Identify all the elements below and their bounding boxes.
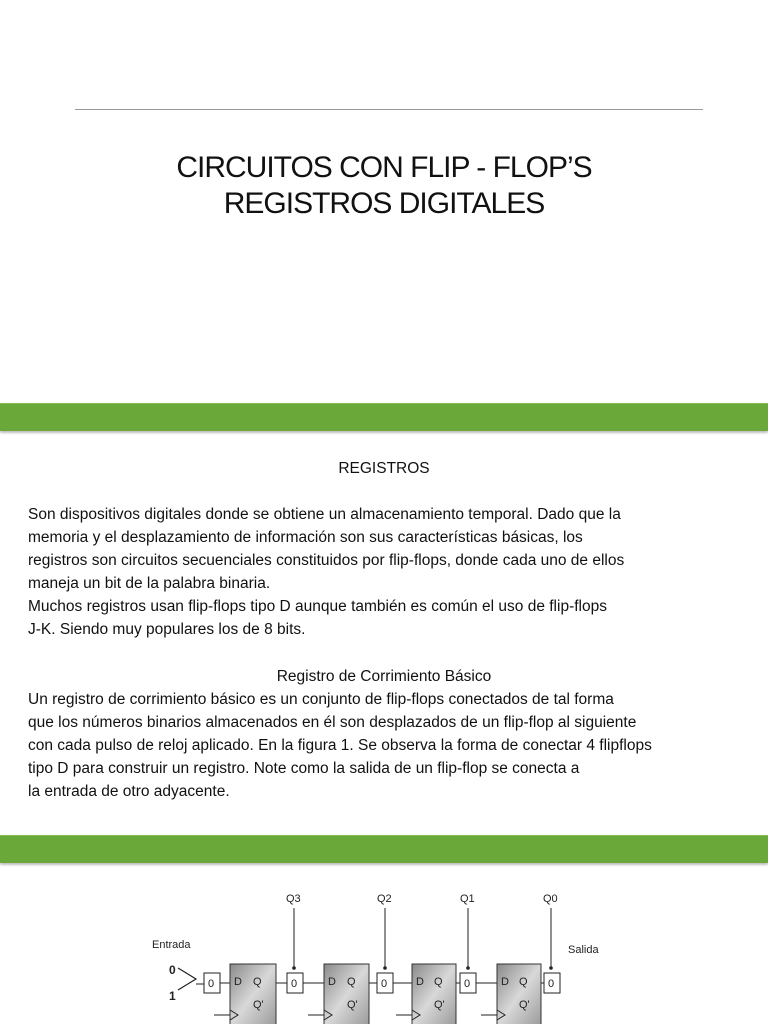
flip-flop-4 bbox=[481, 964, 541, 1024]
flip-flop-3 bbox=[396, 964, 456, 1024]
junction-dot bbox=[549, 966, 553, 970]
bit-value: 0 bbox=[548, 978, 555, 990]
bit-value: 0 bbox=[208, 978, 215, 990]
ff-pin-q: Q bbox=[434, 976, 443, 988]
paragraph-registros bbox=[28, 503, 740, 641]
junction-dot bbox=[292, 966, 296, 970]
slide-title bbox=[0, 150, 768, 222]
paragraph-line: que los números binarios almacenados en él son desplazados de un flip-flop al siguiente bbox=[28, 714, 637, 731]
bit-value: 0 bbox=[464, 978, 471, 990]
paragraph-line: memoria y el desplazamiento de información son sus características básicas, los bbox=[28, 529, 583, 546]
ff-pin-q: Q bbox=[347, 976, 356, 988]
ff-pin-d: D bbox=[416, 976, 424, 988]
title-line-1: CIRCUITOS CON FLIP - FLOP’S bbox=[176, 151, 592, 184]
ff-pin-d: D bbox=[501, 976, 509, 988]
slide-divider-band bbox=[0, 403, 768, 431]
output-q2-label: Q2 bbox=[377, 893, 392, 905]
ff-pin-qn: Q' bbox=[434, 999, 445, 1011]
paragraph-line: Son dispositivos digitales donde se obtiene un almacenamiento temporal. Dado que la bbox=[28, 506, 621, 523]
input-value-1: 1 bbox=[169, 989, 176, 1003]
subheading: Registro de Corrimiento Básico bbox=[276, 668, 492, 685]
paragraph-line: registros son circuitos secuenciales constituidos por flip-flops, donde cada uno de ellos bbox=[28, 552, 625, 569]
junction-dot bbox=[383, 966, 387, 970]
ff-pin-qn: Q' bbox=[253, 999, 264, 1011]
title-line-2: REGISTROS DIGITALES bbox=[223, 187, 545, 220]
ff-pin-q: Q bbox=[253, 976, 262, 988]
paragraph-line: Un registro de corrimiento básico es un conjunto de flip-flops conectados de tal forma bbox=[28, 691, 614, 708]
ff-pin-qn: Q' bbox=[347, 999, 358, 1011]
output-q1-label: Q1 bbox=[460, 893, 475, 905]
output-label: Salida bbox=[568, 944, 599, 956]
input-label: Entrada bbox=[152, 939, 191, 951]
title-rule bbox=[75, 109, 703, 110]
output-q0-label: Q0 bbox=[543, 893, 558, 905]
paragraph-line: J-K. Siendo muy populares los de 8 bits. bbox=[28, 621, 306, 638]
ff-pin-q: Q bbox=[519, 976, 528, 988]
ff-pin-d: D bbox=[234, 976, 242, 988]
paragraph-line: maneja un bit de la palabra binaria. bbox=[28, 575, 271, 592]
output-q3-label: Q3 bbox=[286, 893, 301, 905]
input-arrow-icon bbox=[178, 968, 196, 990]
flip-flop-1 bbox=[214, 964, 276, 1024]
ff-pin-qn: Q' bbox=[519, 999, 530, 1011]
paragraph-line: la entrada de otro adyacente. bbox=[28, 783, 230, 800]
flip-flop-2 bbox=[308, 964, 369, 1024]
paragraph-line: Muchos registros usan flip-flops tipo D aunque también es común el uso de flip-flops bbox=[28, 598, 607, 615]
paragraph-line: con cada pulso de reloj aplicado. En la figura 1. Se observa la forma de conectar 4 flipflops bbox=[28, 737, 652, 754]
paragraph-corrimiento bbox=[28, 688, 740, 803]
junction-dot bbox=[466, 966, 470, 970]
bit-value: 0 bbox=[381, 978, 388, 990]
shift-register-diagram bbox=[140, 882, 620, 1024]
paragraph-line: tipo D para construir un registro. Note como la salida de un flip-flop se conecta a bbox=[28, 760, 580, 777]
bit-value: 0 bbox=[291, 978, 298, 990]
section-heading: REGISTROS bbox=[338, 460, 430, 477]
ff-pin-d: D bbox=[328, 976, 336, 988]
slide-divider-band bbox=[0, 835, 768, 863]
input-value-0: 0 bbox=[169, 963, 176, 977]
